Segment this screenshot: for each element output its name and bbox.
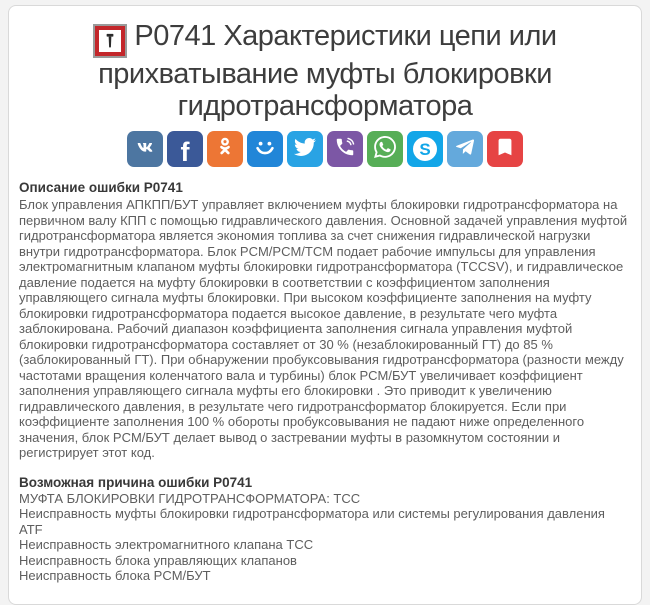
viber-phone-icon	[334, 136, 356, 163]
article-card	[8, 5, 642, 605]
odnoklassniki-icon	[214, 136, 236, 163]
share-odnoklassniki-button[interactable]	[207, 131, 243, 167]
description-text: Блок управления АПКПП/БУТ управляет включением муфты блокировки гидротрансформатора на первичном валу КПП с помощью гидравлического давления. Основной задачей управления муфтой гидротрансформатора является экономия топлива за счет снижения гидравлической нагрузки внутри гидротрансформатора. Блок PCM/PCM/TCM подает рабочие импульсы для управления электромагнитным клапаном муфты блокировки гидротрансформатора (TCCSV), и гидравлическое давление подается на муфту блокировки в соответствии с коэффициентом заполнения управляющего сигнала муфты блокировки. При высоком коэффициенте заполнения на муфту блокировки гидротрансформатора подается высокое давление, в результате чего муфта заблокирована. Рабочий диапазон коэффициента заполнения сигнала управления муфтой блокировки гидротрансформатора составляет от 30 % (незаблокированный ГТ) до 85 % (заблокированный ГТ). При обнаружении пробуксовывания гидротрансформатора (разности между частотами вращения коленчатого вала и турбины) блок PCM/БУТ увеличивает коэффициент заполнения управляющего сигнала муфты его блокировки . Это приводит к увеличению гидравлического давления, в результате чего гидротрансформатор блокируется. Если при коэффициенте заполнения 100 % обороты пробуксовывания не падают ниже определенного значения, блок PCM/БУТ делает вывод о застревании муфты в разомкнутом состоянии и регистрирует этот код.	[19, 197, 628, 460]
moimir-smiley-icon	[253, 135, 277, 164]
share-viber-button[interactable]	[327, 131, 363, 167]
facebook-icon: f	[180, 136, 190, 167]
share-vk-button[interactable]	[127, 131, 163, 167]
vk-icon	[134, 136, 156, 163]
share-moimir-button[interactable]	[247, 131, 283, 167]
share-skype-button[interactable]	[407, 131, 443, 167]
whatsapp-icon	[374, 136, 396, 163]
share-facebook-button[interactable]	[167, 131, 203, 167]
causes-section	[19, 475, 631, 584]
article-body	[19, 180, 631, 584]
share-whatsapp-button[interactable]	[367, 131, 403, 167]
twitter-bird-icon	[294, 136, 316, 163]
article-content	[9, 6, 641, 584]
cause-item: Неисправность блока PCM/БУТ	[19, 568, 211, 583]
share-twitter-button[interactable]	[287, 131, 323, 167]
share-buttons-row	[19, 131, 631, 167]
share-bookmark-button[interactable]	[487, 131, 523, 167]
telegram-plane-icon	[453, 135, 477, 164]
description-heading: Описание ошибки P0741	[19, 180, 183, 195]
cause-item: Неисправность блока управляющих клапанов	[19, 552, 297, 568]
causes-heading: Возможная причина ошибки P0741	[19, 474, 253, 490]
cause-item: Неисправность муфты блокировки гидротрансформатора или системы регулирования давления ATF	[19, 506, 605, 537]
page-title: P0741 Характеристики цепи или прихватывание муфты блокировки гидротрансформатора	[98, 20, 557, 122]
cause-item: МУФТА БЛОКИРОВКИ ГИДРОТРАНСФОРМАТОРА: TCC	[19, 490, 361, 506]
cause-item: Неисправность электромагнитного клапана TCC	[19, 537, 314, 552]
tool-bolt-icon	[93, 24, 127, 58]
title-block	[65, 20, 585, 122]
share-telegram-button[interactable]	[447, 131, 483, 167]
bookmark-icon	[494, 136, 516, 163]
skype-icon: S	[413, 137, 437, 161]
